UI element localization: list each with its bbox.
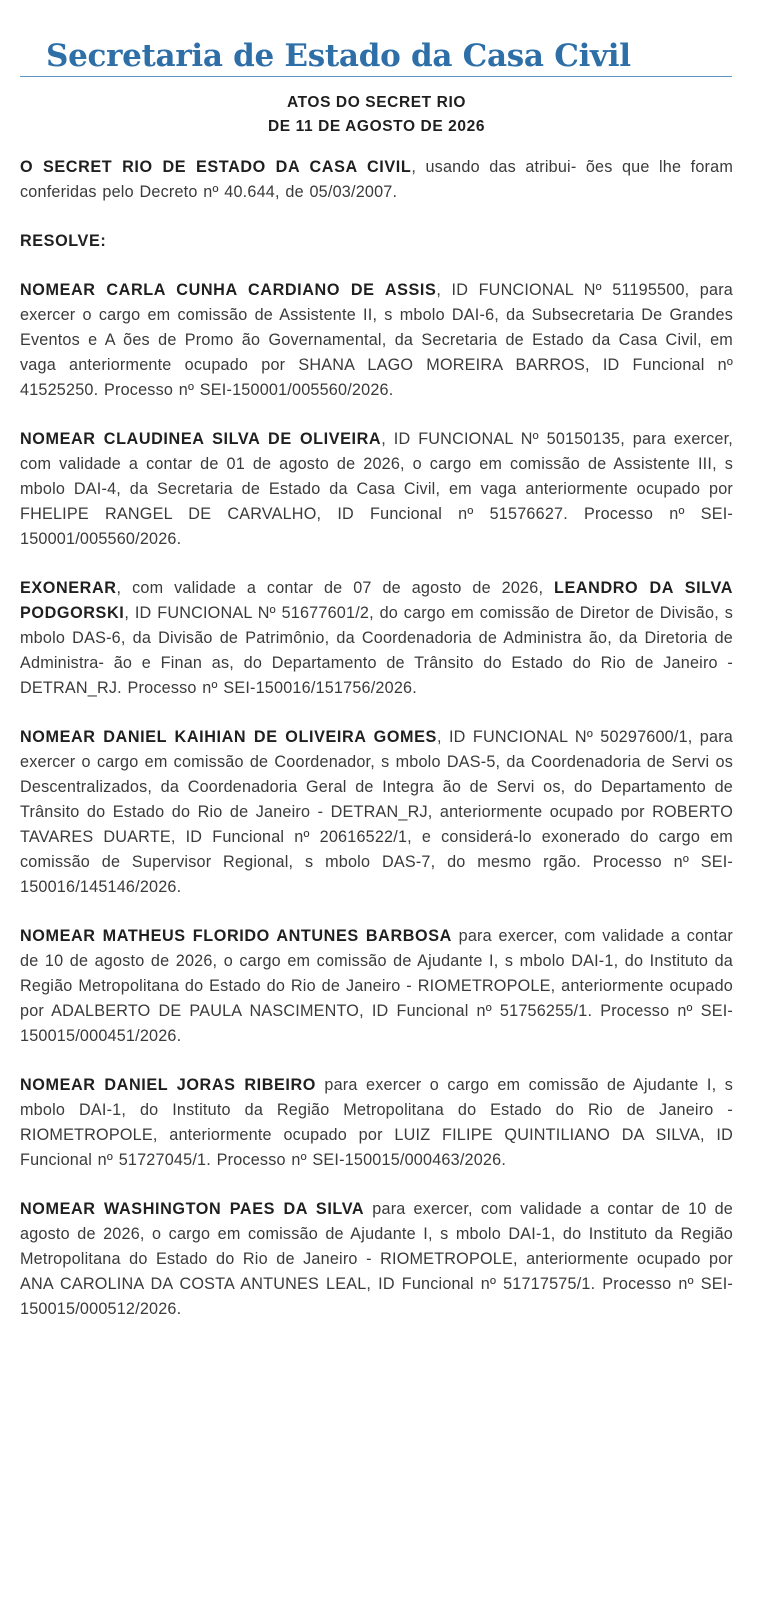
act-text: , com validade a contar de 07 de agosto de 2026, xyxy=(116,579,554,597)
act-text: , ID FUNCIONAL Nº 50297600/1, para exercer o cargo em comissão de Coordenador, s mbolo DAS-5, da Coordenadoria de Servi os Descentralizados, da Coordenadoria Geral de Integra ão de Servi os, do Departamento de Trânsito do Estado do Rio de Janeiro - DETRAN_RJ, anteriormente ocupado por ROBERTO TAVARES DUARTE, ID Funcional nº 20616522/1, e considerá-lo exonerado do cargo em comissão de Supervisor Regional, s mbolo DAS-7, do mesmo rgão. Processo nº SEI-150016/145146/2026. xyxy=(20,728,733,896)
resolve-heading: RESOLVE: xyxy=(20,232,107,250)
act-text-secondary: , ID FUNCIONAL Nº 51677601/2, do cargo em comissão de Diretor de Divisão, s mbolo DAS-6, da Divisão de Patrimônio, da Coordenadoria de Administra ão, da Diretoria de Administra- ão e Finan as, do Departamento de Trânsito do Estado do Rio de Janeiro - DETRAN_RJ. Processo nº SEI-150016/151756/2026. xyxy=(20,604,733,697)
intro-text: , usando das atribui- ões que lhe foram conferidas pelo Decreto nº 40.644, de 05/03/2007. xyxy=(20,158,733,201)
acts-title-line2: DE 11 DE AGOSTO DE 2026 xyxy=(267,118,486,135)
title-rule xyxy=(20,76,732,77)
act-text: , ID FUNCIONAL Nº 51195500, para exercer o cargo em comissão de Assistente II, s mbolo DAI-6, da Subsecretaria De Grandes Eventos e A ões de Promo ão Governamental, da Secretaria de Estado da Casa Civil, em vaga anteriormente ocupado por SHANA LAGO MOREIRA BARROS, ID Funcional nº 41525250. Processo nº SEI-150001/005560/2026. xyxy=(20,281,734,399)
intro-authority: O SECRET RIO DE ESTADO DA CASA CIVIL xyxy=(20,158,412,176)
act-lead: EXONERAR xyxy=(20,579,117,597)
act-paragraph xyxy=(20,725,733,900)
act-lead: NOMEAR CARLA CUNHA CARDIANO DE ASSIS xyxy=(20,281,437,299)
acts-title-line1: ATOS DO SECRET RIO xyxy=(286,94,467,111)
act-lead-secondary: LEANDRO DA SILVA PODGORSKI xyxy=(20,579,733,622)
act-lead: NOMEAR CLAUDINEA SILVA DE OLIVEIRA xyxy=(20,430,382,448)
act-paragraph xyxy=(20,1197,733,1322)
act-paragraph xyxy=(20,427,733,552)
act-lead: NOMEAR MATHEUS FLORIDO ANTUNES BARBOSA xyxy=(20,927,452,945)
act-paragraph xyxy=(20,1073,733,1173)
section-title: Secretaria de Estado da Casa Civil xyxy=(46,38,631,74)
act-text: para exercer o cargo em comissão de Ajudante I, s mbolo DAI-1, do Instituto da Região Metropolitana do Estado do Rio de Janeiro - RIOMETROPOLE, anteriormente ocupado por LUIZ FILIPE QUINTILIANO DA SILVA, ID Funcional nº 51727045/1. Processo nº SEI-150015/000463/2026. xyxy=(20,1076,733,1169)
act-paragraph xyxy=(20,576,733,701)
act-lead: NOMEAR DANIEL JORAS RIBEIRO xyxy=(20,1076,316,1094)
act-paragraph xyxy=(20,278,733,403)
act-lead: NOMEAR WASHINGTON PAES DA SILVA xyxy=(20,1200,365,1218)
act-text: para exercer, com validade a contar de 10 de agosto de 2026, o cargo em comissão de Ajudante I, s mbolo DAI-1, do Instituto da Região Metropolitana do Estado do Rio de Janeiro - RIOMETROPOLE, anteriormente ocupado por ADALBERTO DE PAULA NASCIMENTO, ID Funcional nº 51756255/1. Processo nº SEI-150015/000451/2026. xyxy=(20,927,733,1045)
act-paragraph xyxy=(20,924,733,1049)
act-text: para exercer, com validade a contar de 10 de agosto de 2026, o cargo em comissão de Ajudante I, s mbolo DAI-1, do Instituto da Região Metropolitana do Estado do Rio de Janeiro - RIOMETROPOLE, anteriormente ocupado por ANA CAROLINA DA COSTA ANTUNES LEAL, ID Funcional nº 51717575/1. Processo nº SEI-150015/000512/2026. xyxy=(20,1200,733,1318)
act-text: , ID FUNCIONAL Nº 50150135, para exercer, com validade a contar de 01 de agosto de 2026, o cargo em comissão de Assistente III, s mbolo DAI-4, da Secretaria de Estado da Casa Civil, em vaga anteriormente ocupado por FHELIPE RANGEL DE CARVALHO, ID Funcional nº 51576627. Processo nº SEI-150001/005560/2026. xyxy=(20,430,734,548)
act-lead: NOMEAR DANIEL KAIHIAN DE OLIVEIRA GOMES xyxy=(20,728,437,746)
acts-heading xyxy=(20,91,733,139)
intro-paragraph xyxy=(20,155,733,205)
